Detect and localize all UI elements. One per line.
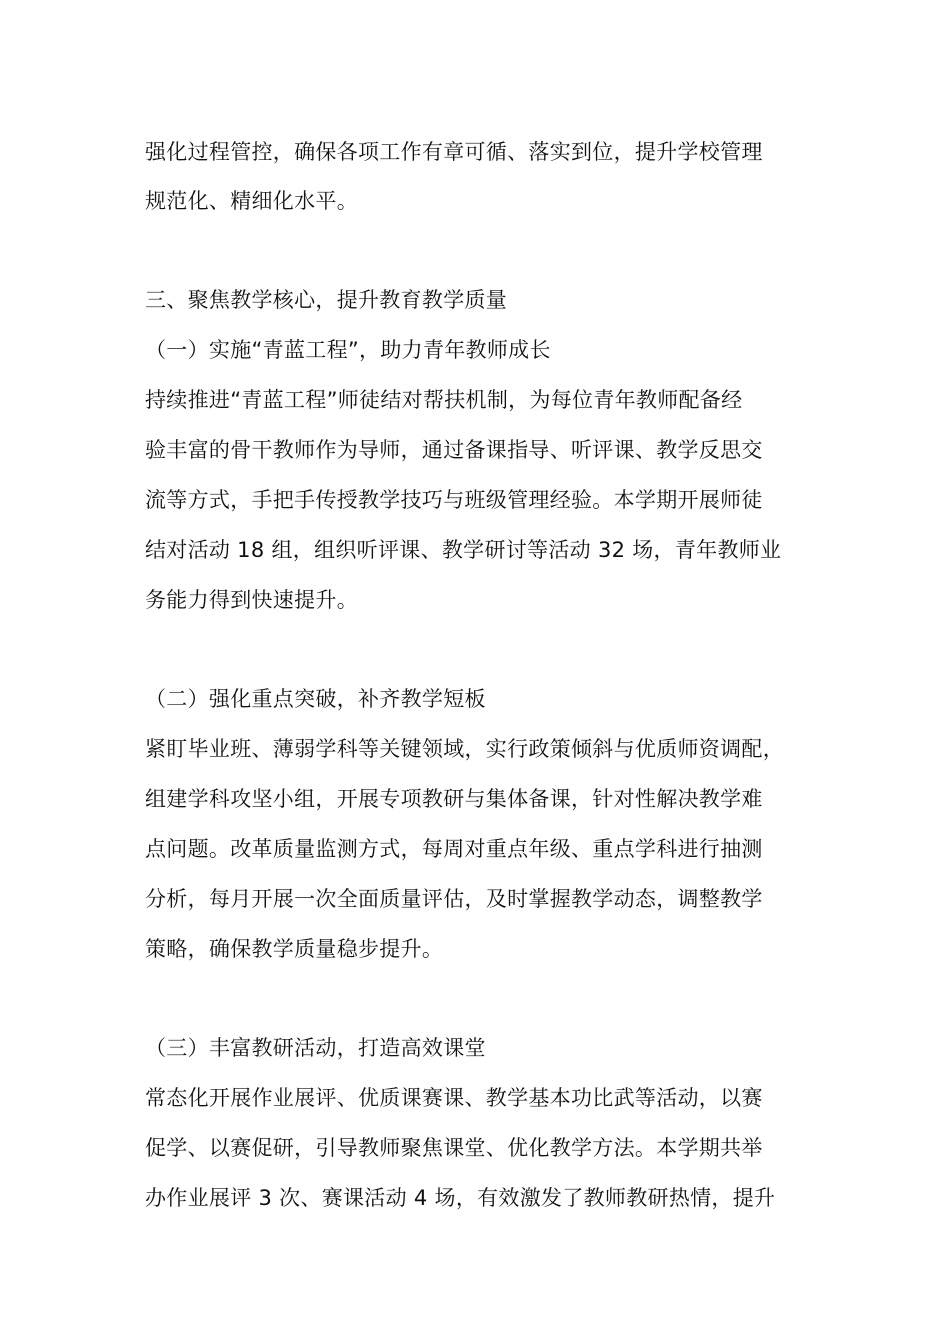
paragraph-line: 持续推进“青蓝工程”师徒结对帮扶机制，为每位青年教师配备经	[145, 388, 743, 412]
subsection-heading: （三）丰富教研活动，打造高效课堂	[145, 1036, 486, 1060]
paragraph-line: 规范化、精细化水平。	[145, 189, 358, 213]
subsection-heading: （二）强化重点突破，补齐教学短板	[145, 687, 486, 711]
paragraph-line: 办作业展评 3 次、赛课活动 4 场，有效激发了教师教研热情，提升	[145, 1186, 776, 1210]
paragraph-line: 紧盯毕业班、薄弱学科等关键领域，实行政策倾斜与优质师资调配，	[145, 737, 784, 761]
paragraph-line: 策略，确保教学质量稳步提升。	[145, 937, 444, 961]
paragraph-line: 促学、以赛促研，引导教师聚焦课堂、优化教学方法。本学期共举	[145, 1136, 763, 1160]
paragraph-line: 组建学科攻坚小组，开展专项教研与集体备课，针对性解决教学难	[145, 787, 763, 811]
subsection-heading: （一）实施“青蓝工程”，助力青年教师成长	[145, 338, 551, 362]
paragraph-line: 常态化开展作业展评、优质课赛课、教学基本功比武等活动，以赛	[145, 1086, 763, 1110]
paragraph-line: 验丰富的骨干教师作为导师，通过备课指导、听评课、教学反思交	[145, 438, 763, 462]
paragraph-line: 流等方式，手把手传授教学技巧与班级管理经验。本学期开展师徒	[145, 488, 763, 512]
section-heading: 三、聚焦教学核心，提升教育教学质量	[145, 288, 508, 312]
paragraph-line: 点问题。改革质量监测方式，每周对重点年级、重点学科进行抽测	[145, 837, 763, 861]
paragraph-line: 结对活动 18 组，组织听评课、教学研讨等活动 32 场，青年教师业	[145, 538, 782, 562]
paragraph-line: 强化过程管控，确保各项工作有章可循、落实到位，提升学校管理	[145, 140, 763, 164]
paragraph-line: 务能力得到快速提升。	[145, 588, 358, 612]
paragraph-line: 分析，每月开展一次全面质量评估，及时掌握教学动态，调整教学	[145, 887, 763, 911]
